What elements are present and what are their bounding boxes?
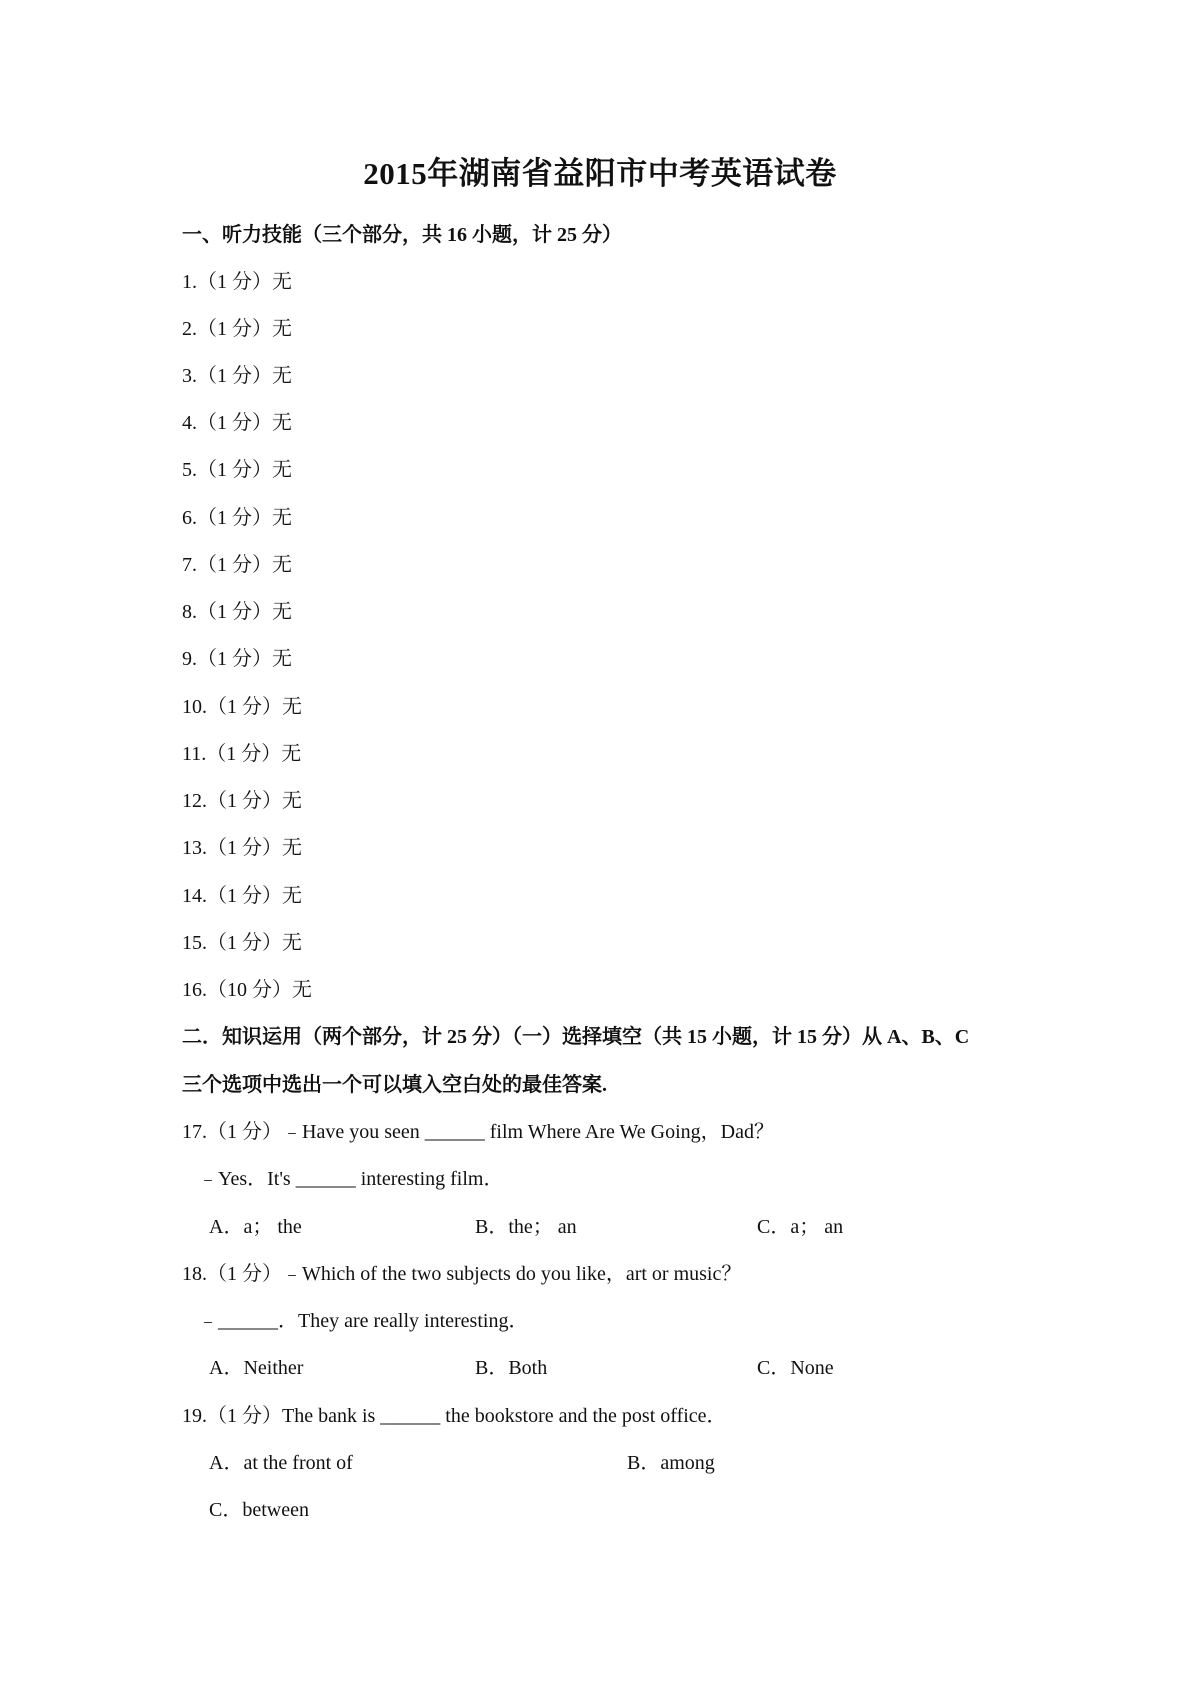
listening-item-7: 7.（1 分）无 <box>182 554 292 576</box>
question-17-stem2: ﹣Yes．It's ______ interesting film． <box>198 1168 504 1190</box>
listening-item-4: 4.（1 分）无 <box>182 412 292 434</box>
question-19-stem: 19.（1 分）The bank is ______ the bookstore and the post office． <box>182 1405 727 1427</box>
listening-item-9: 9.（1 分）无 <box>182 648 292 670</box>
listening-item-8: 8.（1 分）无 <box>182 601 292 623</box>
listening-item-13: 13.（1 分）无 <box>182 837 302 859</box>
listening-item-2: 2.（1 分）无 <box>182 318 292 340</box>
listening-item-15: 15.（1 分）无 <box>182 932 302 954</box>
question-17-option-b: B．the； an <box>475 1216 577 1238</box>
section2-heading-line1: 二．知识运用（两个部分，计 25 分）（一）选择填空（共 15 小题，计 15 分）从 A、B、C <box>182 1026 970 1048</box>
listening-item-1: 1.（1 分）无 <box>182 271 292 293</box>
question-17-option-c: C．a； an <box>757 1216 844 1238</box>
listening-item-10: 10.（1 分）无 <box>182 696 302 718</box>
question-19-option-c: C．between <box>209 1499 309 1521</box>
question-19-option-b: B．among <box>627 1452 715 1474</box>
question-18-stem: 18.（1 分）﹣Which of the two subjects do you like，art or music？ <box>182 1263 742 1285</box>
question-19-option-a: A．at the front of <box>209 1452 353 1474</box>
question-18-option-a: A．Neither <box>209 1357 304 1379</box>
question-18-option-c: C．None <box>757 1357 834 1379</box>
page-title: 2015年湖南省益阳市中考英语试卷 <box>363 156 837 191</box>
listening-item-14: 14.（1 分）无 <box>182 885 302 907</box>
section2-heading-line2: 三个选项中选出一个可以填入空白处的最佳答案. <box>182 1074 607 1096</box>
question-18-stem2: ﹣______．They are really interesting． <box>198 1310 529 1332</box>
question-17-stem: 17.（1 分）﹣Have you seen ______ film Where Are We Going，Dad？ <box>182 1121 774 1143</box>
listening-item-5: 5.（1 分）无 <box>182 459 292 481</box>
listening-item-3: 3.（1 分）无 <box>182 365 292 387</box>
question-17-option-a: A．a； the <box>209 1216 302 1238</box>
question-18-option-b: B．Both <box>475 1357 548 1379</box>
listening-item-16: 16.（10 分）无 <box>182 979 312 1001</box>
listening-item-6: 6.（1 分）无 <box>182 507 292 529</box>
section1-heading: 一、听力技能（三个部分，共 16 小题，计 25 分） <box>182 224 622 246</box>
listening-item-12: 12.（1 分）无 <box>182 790 302 812</box>
listening-item-11: 11.（1 分）无 <box>182 743 302 765</box>
